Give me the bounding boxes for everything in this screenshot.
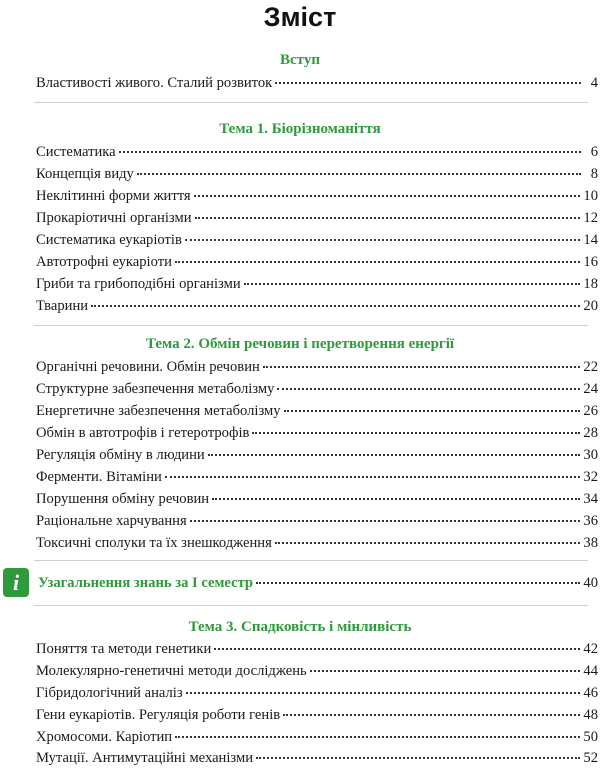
toc-entry-page: 48 xyxy=(583,707,598,723)
section-divider xyxy=(34,605,588,606)
toc-entry-label: Порушення обміну речовин xyxy=(36,491,210,507)
toc-entry-label: Органічні речовини. Обмін речовин xyxy=(36,359,260,375)
leader-dots xyxy=(194,195,581,197)
toc-entry[interactable] xyxy=(36,425,598,445)
leader-dots xyxy=(119,151,581,153)
toc-entry-label: Гени еукаріотів. Регуляція роботи генів xyxy=(36,707,281,723)
section-heading-topic-2: Тема 2. Обмін речовин і перетворення енергії xyxy=(145,336,455,352)
toc-entry-label: Тварини xyxy=(36,298,89,314)
leader-dots xyxy=(195,217,581,219)
leader-dots xyxy=(175,736,580,738)
toc-entry[interactable] xyxy=(36,276,598,296)
toc-entry[interactable] xyxy=(36,75,598,95)
toc-entry-page: 44 xyxy=(583,663,598,679)
toc-entry-label: Автотрофні еукаріоти xyxy=(36,254,172,270)
toc-entry-page: 18 xyxy=(583,276,598,292)
leader-dots xyxy=(252,432,580,434)
toc-entry-page: 38 xyxy=(583,535,598,551)
toc-entry-generalization[interactable] xyxy=(38,575,598,595)
toc-entry[interactable] xyxy=(36,750,598,770)
page-title: Зміст xyxy=(263,2,337,32)
leader-dots xyxy=(256,582,580,584)
toc-entry-label: Токсичні сполуки та їх знешкодження xyxy=(36,535,272,551)
section-heading-topic-3: Тема 3. Спадковість і мінливість xyxy=(188,619,412,635)
toc-entry-label: Систематика еукаріотів xyxy=(36,232,182,248)
toc-entry-label: Гриби та грибоподібні організми xyxy=(36,276,241,292)
toc-entry-page: 46 xyxy=(583,685,598,701)
toc-entry-page: 14 xyxy=(583,232,598,248)
toc-entry-page: 4 xyxy=(590,75,598,91)
leader-dots xyxy=(185,239,581,241)
toc-entry[interactable] xyxy=(36,663,598,683)
toc-entry-label: Систематика xyxy=(36,144,116,160)
leader-dots xyxy=(275,82,581,84)
leader-dots xyxy=(263,366,581,368)
toc-entry-label: Ферменти. Вітаміни xyxy=(36,469,162,485)
toc-entry-label: Хромосоми. Каріотип xyxy=(36,729,173,745)
toc-entry[interactable] xyxy=(36,469,598,489)
leader-dots xyxy=(165,476,581,478)
toc-entry-page: 50 xyxy=(583,729,598,745)
toc-entry-label: Концепція виду xyxy=(36,166,134,182)
leader-dots xyxy=(283,714,580,716)
toc-entry[interactable] xyxy=(36,359,598,379)
leader-dots xyxy=(256,757,580,759)
leader-dots xyxy=(214,648,580,650)
toc-entry-page: 26 xyxy=(583,403,598,419)
leader-dots xyxy=(284,410,581,412)
toc-entry[interactable] xyxy=(36,381,598,401)
toc-entry-page: 8 xyxy=(590,166,598,182)
toc-entry-label: Прокаріотичні організми xyxy=(36,210,192,226)
toc-entry-page: 40 xyxy=(583,575,598,591)
toc-entry[interactable] xyxy=(36,403,598,423)
toc-entry-label: Обмін в автотрофів і гетеротрофів xyxy=(36,425,250,441)
toc-entry-label: Гібридологічний аналіз xyxy=(36,685,183,701)
toc-entry-page: 34 xyxy=(583,491,598,507)
toc-entry-label: Раціональне харчування xyxy=(36,513,187,529)
toc-entry[interactable] xyxy=(36,491,598,511)
section-divider xyxy=(34,560,588,561)
section-divider xyxy=(34,325,588,326)
toc-entry[interactable] xyxy=(36,210,598,230)
toc-entry[interactable] xyxy=(36,254,598,274)
toc-entry-page: 24 xyxy=(583,381,598,397)
toc-entry[interactable] xyxy=(36,641,598,661)
toc-entry-page: 10 xyxy=(583,188,598,204)
leader-dots xyxy=(91,305,580,307)
toc-entry[interactable] xyxy=(36,298,598,318)
leader-dots xyxy=(186,692,581,694)
toc-entry-label: Неклітинні форми життя xyxy=(36,188,191,204)
toc-entry-page: 20 xyxy=(583,298,598,314)
leader-dots xyxy=(137,173,581,175)
toc-entry-page: 52 xyxy=(583,750,598,766)
toc-entry[interactable] xyxy=(36,707,598,727)
leader-dots xyxy=(190,520,581,522)
toc-entry[interactable] xyxy=(36,188,598,208)
toc-entry-page: 12 xyxy=(583,210,598,226)
leader-dots xyxy=(310,670,581,672)
toc-entry[interactable] xyxy=(36,729,598,749)
info-icon: i xyxy=(3,568,29,597)
toc-entry[interactable] xyxy=(36,166,598,186)
toc-entry-label: Регуляція обміну в людини xyxy=(36,447,205,463)
toc-entry[interactable] xyxy=(36,447,598,467)
toc-entry-label: Структурне забезпечення метаболізму xyxy=(36,381,275,397)
toc-entry-page: 6 xyxy=(590,144,598,160)
toc-entry[interactable] xyxy=(36,513,598,533)
leader-dots xyxy=(175,261,581,263)
section-heading-intro: Вступ xyxy=(280,52,320,68)
toc-entry[interactable] xyxy=(36,535,598,555)
leader-dots xyxy=(208,454,581,456)
toc-entry-page: 42 xyxy=(583,641,598,657)
toc-entry-page: 32 xyxy=(583,469,598,485)
toc-entry-page: 28 xyxy=(583,425,598,441)
leader-dots xyxy=(277,388,580,390)
toc-entry-label: Властивості живого. Сталий розвиток xyxy=(36,75,273,91)
section-divider xyxy=(34,102,588,103)
toc-entry-page: 36 xyxy=(583,513,598,529)
toc-entry-page: 22 xyxy=(583,359,598,375)
toc-entry-page: 16 xyxy=(583,254,598,270)
toc-entry[interactable] xyxy=(36,685,598,705)
section-heading-topic-1: Тема 1. Біорізноманіття xyxy=(219,121,381,137)
leader-dots xyxy=(275,542,581,544)
toc-entry-label: Поняття та методи генетики xyxy=(36,641,212,657)
toc-entry-label: Узагальнення знань за І семестр xyxy=(38,575,254,591)
toc-entry-page: 30 xyxy=(583,447,598,463)
toc-entry-label: Молекулярно-генетичні методи досліджень xyxy=(36,663,307,679)
toc-entry[interactable] xyxy=(36,144,598,164)
leader-dots xyxy=(212,498,580,500)
toc-entry[interactable] xyxy=(36,232,598,252)
toc-entry-label: Мутації. Антимутаційні механізми xyxy=(36,750,254,766)
toc-entry-label: Енергетичне забезпечення метаболізму xyxy=(36,403,281,419)
leader-dots xyxy=(244,283,581,285)
